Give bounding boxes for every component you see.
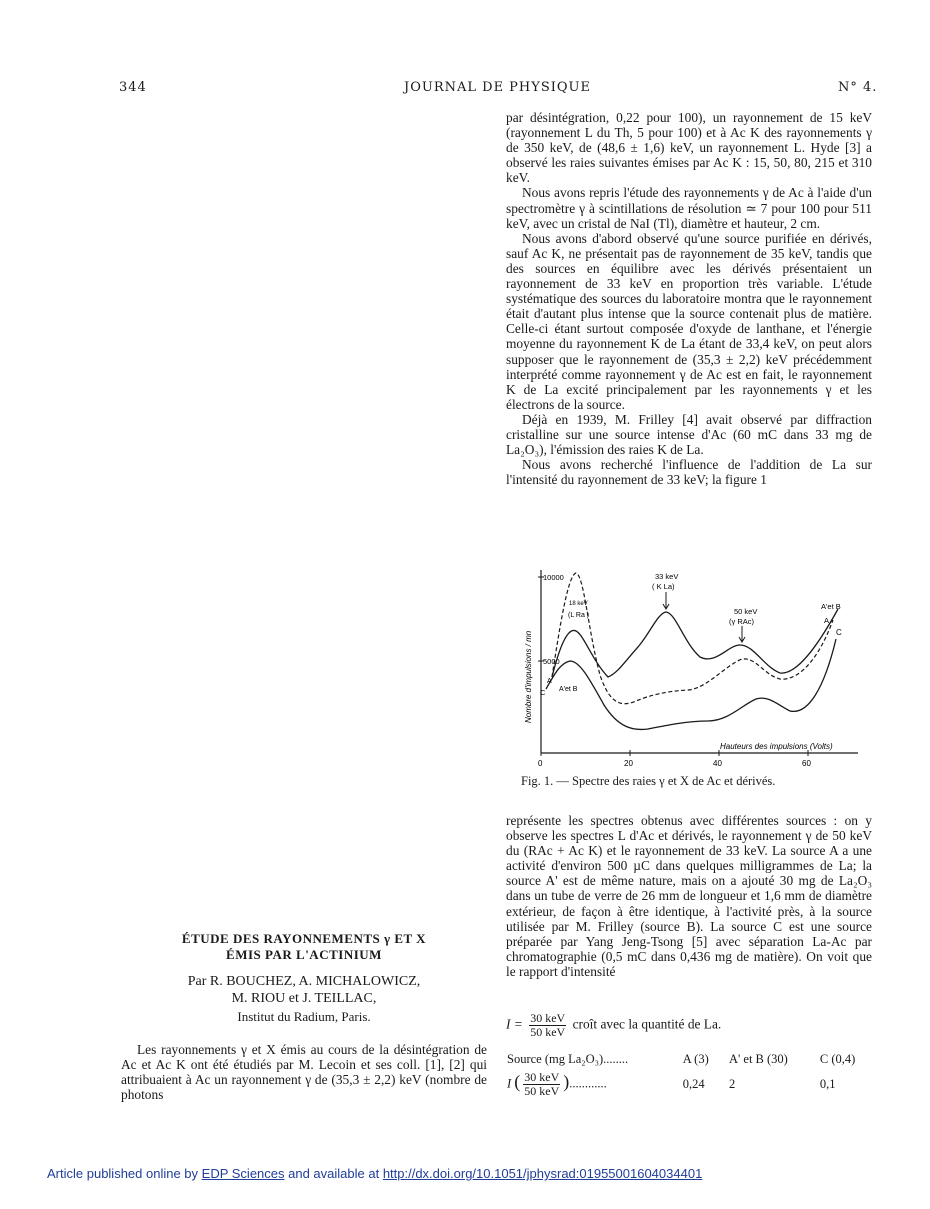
annotation-18kev: 18 keV [569, 601, 588, 607]
label-a-right: A [824, 616, 830, 625]
formula-lhs: I = [506, 1016, 523, 1032]
y-tick-label: 5000 [543, 657, 560, 666]
x-tick-label: 40 [713, 759, 722, 768]
paragraph: Nous avons recherché l'influence de l'addition de La sur l'intensité du rayonnement de 33 keV; la figure 1 [506, 457, 872, 488]
formula-fraction [529, 1012, 566, 1039]
ratio-fraction [523, 1071, 560, 1098]
curve-c [546, 639, 836, 729]
label-a-prime-b-left: A'et B [559, 686, 578, 693]
label-c-right: C [836, 628, 842, 637]
formula-denominator: 50 keV [530, 1025, 566, 1039]
y-axis-label: Nombre d'impulsions / mn [524, 630, 533, 723]
right-column-top [506, 110, 872, 487]
annotation-l-ra: (L Ra ) [568, 612, 590, 619]
x-axis-label: Hauteurs des impulsions (Volts) [720, 742, 833, 751]
paragraph: Nous avons repris l'étude des rayonnements γ de Ac à l'aide d'un spectromètre γ à scintillations de résolution ≃ 7 pour 100 pour 511 keV, avec un cristal de NaI (Tl), diamètre et hauteur, 2 cm. [506, 185, 872, 231]
issue-number: N° 4. [838, 80, 878, 95]
right-column-bottom [506, 813, 872, 979]
results-table [503, 1050, 875, 1100]
footer-middle: and available at [284, 1166, 383, 1181]
table-row [503, 1050, 875, 1069]
curve-a-prime-b [552, 609, 838, 677]
formula-line [506, 1012, 872, 1039]
table-cell: A' et B (30) [729, 1052, 788, 1066]
left-column-body [121, 1042, 487, 1102]
table-cell: I ( $\frac{\text{30 keV}}{\text{50 keV}}$ )............ [507, 1070, 607, 1098]
publisher-link[interactable]: EDP Sciences [201, 1166, 285, 1181]
title-line: ÉTUDE DES RAYONNEMENTS γ ET X [181, 931, 427, 946]
table-cell: Source (mg La₂O₃)........ [507, 1052, 629, 1066]
title-line: ÉMIS PAR L'ACTINIUM [226, 947, 382, 962]
annotation-k-la: ( K La) [652, 582, 675, 591]
table-cell: C (0,4) [819, 1052, 856, 1066]
table-cell: 0,24 [682, 1077, 705, 1091]
footer-prefix: Article published online by [47, 1166, 202, 1181]
ratio-symbol: I [507, 1076, 512, 1091]
x-tick-label: 60 [802, 759, 811, 768]
authors-line: Par R. BOUCHEZ, A. MICHALOWICZ, [187, 974, 421, 989]
ratio-dots: ............ [569, 1076, 607, 1091]
doi-link[interactable]: http://dx.doi.org/10.1051/jphysrad:01955001604034401 [382, 1166, 703, 1181]
page-number: 344 [119, 80, 147, 95]
institution: Institut du Radium, Paris. [237, 1009, 371, 1024]
figure-caption: Fig. 1. — Spectre des raies γ et X de Ac et dérivés. [521, 774, 776, 788]
curve-a [552, 573, 833, 704]
paragraph: représente les spectres obtenus avec différentes sources : on y observe les spectres L d'Ac et dérivés, le rayonnement γ de 50 keV du (RAc + Ac K) et le rayonnement de 33 keV. La source A a une activité d'environ 500 µC dans quelques milligrammes de La; la source A' est de même nature, mais on a ajouté 30 mg de La₂O₃ dans un tube de verre de 26 mm de longueur et 1,6 mm de diamètre extérieur, de façon à être identique, à l'activité près, à la source utilisée par M. Frilley (source B). La source C est une source préparée par Yang Jeng-Tsong [5] avec séparation La-Ac par chromatographie (0,5 mC dans 0,436 mg de matière). On voit que le rapport d'intensité [506, 813, 872, 979]
annotation-33kev: 33 keV [655, 572, 679, 581]
label-a-prime-b-right: A'et B [821, 602, 841, 611]
formula-tail: croît avec la quantité de La. [572, 1016, 722, 1032]
table-cell: 0,1 [819, 1077, 836, 1091]
authors [121, 973, 487, 1007]
table-cell: A (3) [682, 1052, 709, 1066]
authors-line: M. RIOU et J. TEILLAC, [231, 991, 377, 1006]
label-c-left: C [540, 688, 546, 697]
paragraph: Les rayonnements γ et X émis au cours de la désintégration de Ac et Ac K ont été étudiés par M. Lecoin et ses coll. [1], [2] qui attribuaient à Ac un rayonnement γ de (35,3 ± 2,2) keV (nombre de photons [121, 1042, 487, 1103]
x-tick-label: 0 [538, 759, 543, 768]
ratio-numerator: 30 keV [524, 1070, 560, 1084]
annotation-gamma-rac: (γ RAc) [729, 617, 754, 626]
spectrum-figure [518, 565, 868, 770]
paragraph: par désintégration, 0,22 pour 100), un rayonnement de 15 keV (rayonnement L du Th, 5 pour 100) et à Ac K des rayonnements γ de 350 keV, de (48,6 ± 1,6) keV, un rayonnement L. Hyde [3] a observé les raies suivantes émises par Ac K : 15, 50, 80, 215 et 310 keV. [506, 110, 872, 186]
paragraph: Déjà en 1939, M. Frilley [4] avait observé par diffraction cristalline sur une source intense d'Ac (60 mC dans 33 mg de La₂O₃), l'émission des raies K de La. [506, 411, 872, 458]
table-row [503, 1069, 875, 1100]
journal-title: JOURNAL DE PHYSIQUE [404, 80, 591, 95]
y-tick-label: 10000 [543, 573, 564, 582]
annotation-50kev: 50 keV [734, 607, 758, 616]
ratio-denominator: 50 keV [524, 1084, 560, 1098]
table-cell: 2 [729, 1077, 736, 1091]
paragraph: Nous avons d'abord observé qu'une source purifiée en dérivés, sauf Ac K, ne présentait pas de rayonnement de 35 keV, tandis que des sources en équilibre avec les dérivés présentaient un rayonnement de 33 keV en proportion très variable. L'étude systématique des sources du laboratoire montra que le rayonnement était d'autant plus intense que la source contenait plus de matière. Celle-ci étant surtout composée d'oxyde de lanthane, et l'énergie moyenne du rayonnement K de La étant de 33,4 keV, on peut alors supposer que le rayonnement de (35,3 ± 2,2) keV précédemment interprété comme rayonnement γ de Ac est en fait, le rayonnement K de La excité principalement par les rayonnements γ et les électrons de la source. [506, 230, 872, 412]
formula-numerator: 30 keV [530, 1011, 566, 1025]
footer [47, 1166, 702, 1181]
article-title [121, 931, 487, 963]
x-tick-label: 20 [624, 759, 633, 768]
label-a-left: A [547, 678, 552, 685]
